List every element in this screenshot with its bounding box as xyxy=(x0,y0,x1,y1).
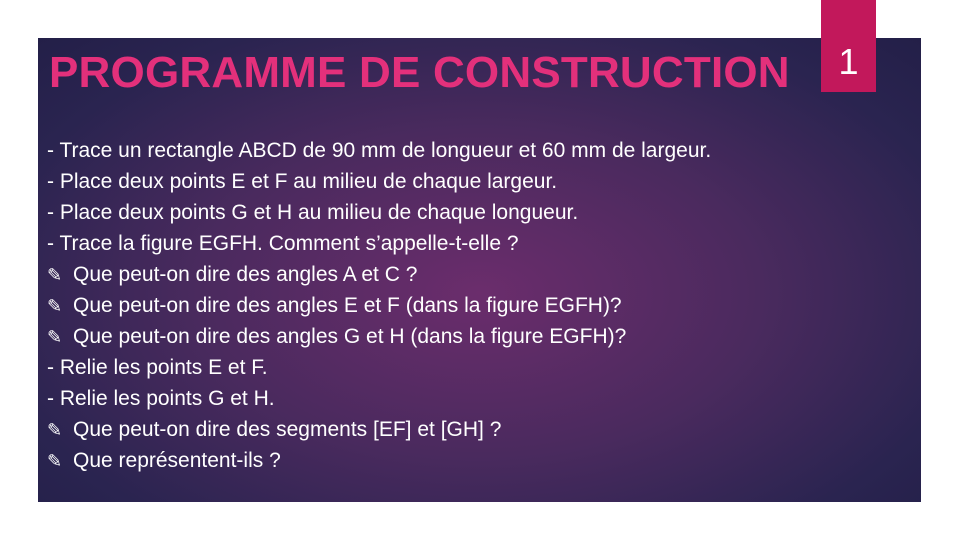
list-item-text: - Place deux points G et H au milieu de chaque longueur. xyxy=(47,201,579,224)
list-item xyxy=(47,197,907,228)
question-item xyxy=(47,259,907,290)
slide-title: PROGRAMME DE CONSTRUCTION xyxy=(49,48,790,97)
list-item-text: - Relie les points G et H. xyxy=(47,387,275,410)
instruction-list xyxy=(47,135,907,476)
list-item-text: - Trace la figure EGFH. Comment s’appelle-t-elle ? xyxy=(47,232,519,255)
list-item-text: - Place deux points E et F au milieu de chaque largeur. xyxy=(47,170,558,193)
pencil-icon: ✎ xyxy=(47,451,63,471)
question-text: Que peut-on dire des angles A et C ? xyxy=(73,263,418,286)
list-item xyxy=(47,135,907,166)
question-text: Que peut-on dire des angles E et F (dans la figure EGFH)? xyxy=(73,294,622,317)
list-item xyxy=(47,228,907,259)
list-item xyxy=(47,352,907,383)
pencil-icon: ✎ xyxy=(47,420,63,440)
pencil-icon: ✎ xyxy=(47,296,63,316)
list-item-text: - Relie les points E et F. xyxy=(47,356,268,379)
question-text: Que peut-on dire des angles G et H (dans la figure EGFH)? xyxy=(73,325,627,348)
list-item xyxy=(47,383,907,414)
question-text: Que représentent-ils ? xyxy=(73,449,281,472)
pencil-icon: ✎ xyxy=(47,327,63,347)
pencil-icon: ✎ xyxy=(47,265,63,285)
list-item xyxy=(47,166,907,197)
question-item xyxy=(47,290,907,321)
slide-number: 1 xyxy=(838,41,859,82)
question-text: Que peut-on dire des segments [EF] et [GH] ? xyxy=(73,418,502,441)
question-item xyxy=(47,321,907,352)
list-item-text: - Trace un rectangle ABCD de 90 mm de longueur et 60 mm de largeur. xyxy=(47,139,712,162)
question-item xyxy=(47,414,907,445)
question-item xyxy=(47,445,907,476)
